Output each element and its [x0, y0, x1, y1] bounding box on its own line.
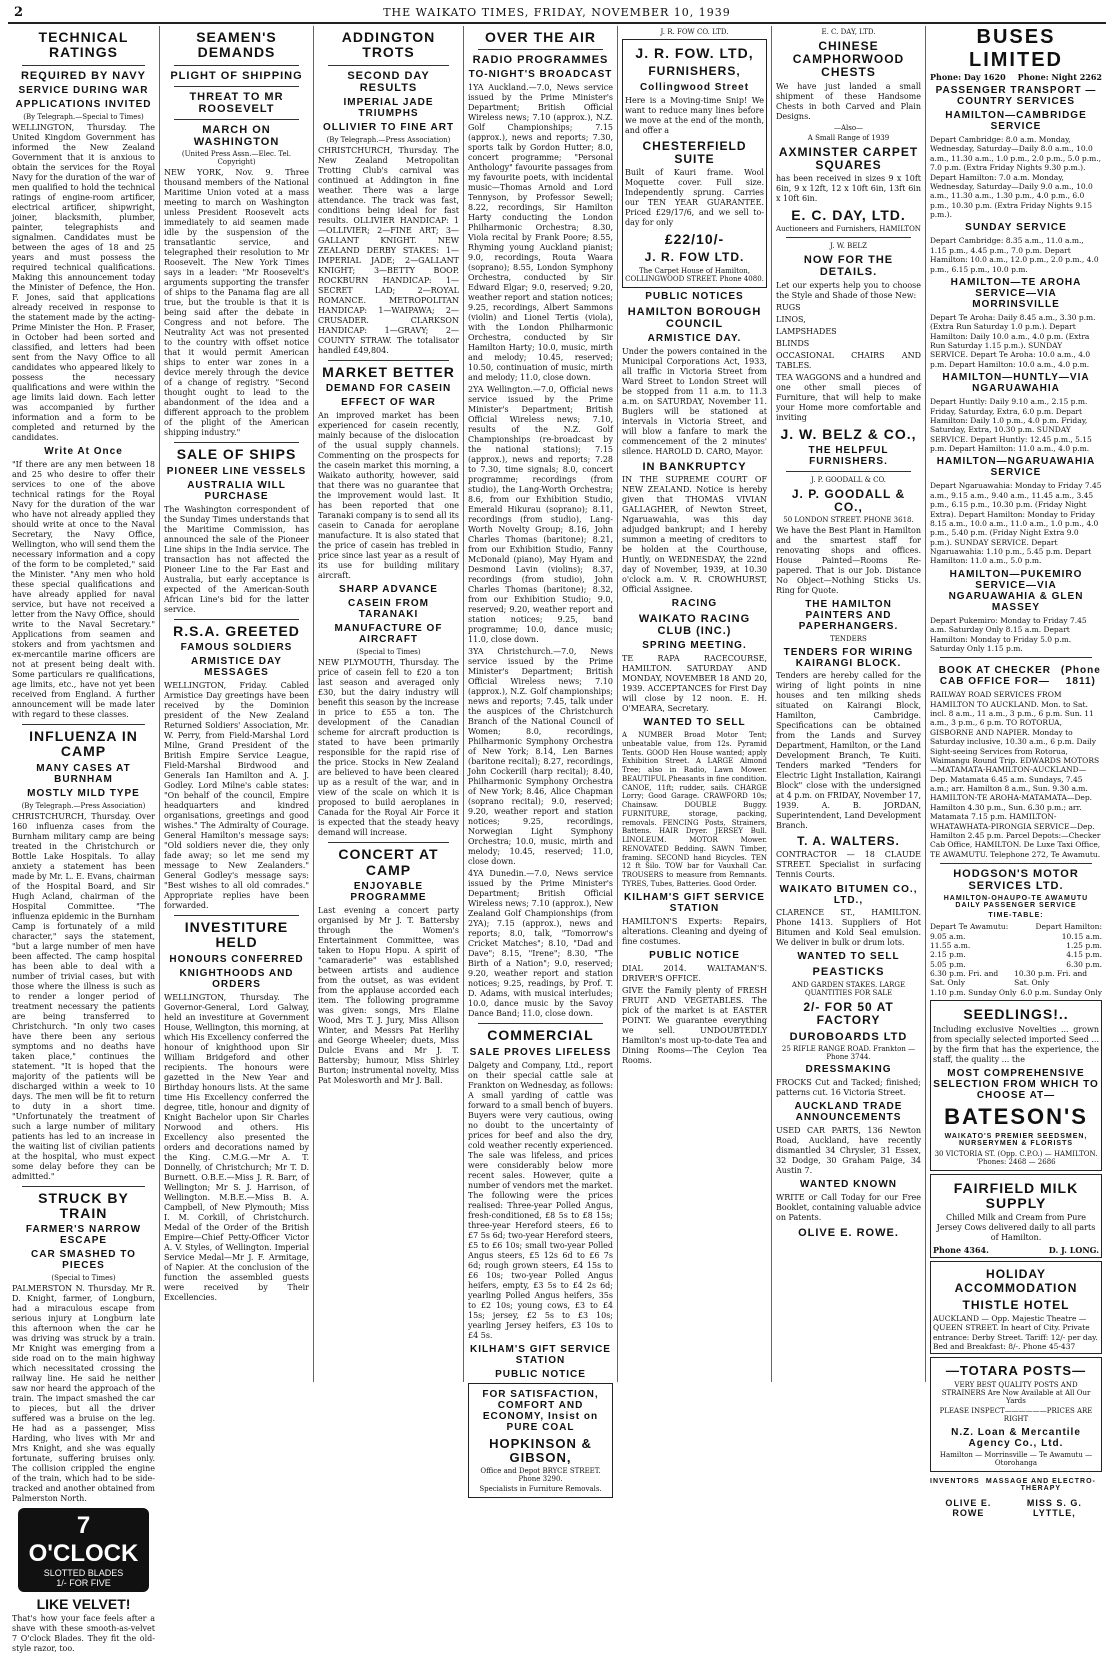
route-title: SUNDAY SERVICE: [965, 222, 1067, 234]
route-title: HAMILTON—TE AROHA SERVICE—VIA MORRINSVILLE: [950, 276, 1082, 310]
classifieds: USED CAR PARTS, 136 Newton Road, Auckland, have recently dismantled 34 Chrysler, 31 Essex, 32 Dodge, 30 Graham Paige, 34 Austin 7.: [776, 1126, 921, 1176]
article-body: NEW PLYMOUTH, Thursday. The price of casein fell to £20 a ton last season and averaged only £30, but the dairy industry will benefit this season by the increase in price to £55 a ton. The development of the Canadian scheme for aircraft production is stated to have been primarily responsible for the rapid rise of the price. Stocks in New Zealand are believed to have been cleared up as a result of the war, and in view of the scale on which it is proposed to build aeroplanes in Canada for the Royal Air Force it is expected that the steady heavy demand will increase.: [318, 658, 459, 838]
subhead: PLIGHT OF SHIPPING: [170, 69, 303, 82]
section-label: MASSAGE AND ELECTRO-THERAPY: [985, 1477, 1096, 1492]
ad-name: J. R. FOW LTD.: [644, 250, 745, 265]
subhead: AUSTRALIA WILL PURCHASE: [187, 479, 286, 502]
subhead: KNIGHTHOODS AND ORDERS: [179, 967, 294, 990]
ad-tag: THE HAMILTON PAINTERS AND PAPERHANGERS.: [798, 599, 899, 633]
section-label: WANTED TO SELL: [797, 951, 900, 963]
ad-name: T. A. WALTERS.: [797, 834, 900, 849]
timetable-row: [930, 932, 1102, 941]
section-label: DRESSMAKING: [805, 1064, 892, 1076]
route-times: RAILWAY ROAD SERVICES FROM HAMILTON TO AUCKLAND. Mon. to Sat. incl. 8 a.m., 11 a.m., 3 p.m., 6 p.m. Sun. 11 a.m., 3 p.m., 6 p.m. TO ROTORUA, GISBORNE AND NAPIER. Monday to Saturday inclusive, 10.30 a.m., 6 p.m. Daily Sight-seeing Services from Rotorua, Waimangu Round Trip. EDWARDS MOTORS—MATAMATA-HAMILTON-AUCKLAND—Dep. Matamata 6.45 a.m. Sundays, 7.45 a.m.; arr. Hamilton 8 a.m., Sun. 9.30 a.m. HAMILTON-TE AROHA-MATAMATA—Dep. Hamilton 4.30 p.m., Sun. 6.30 p.m.; arr. Matamata 7.15 p.m. HAMILTON-WHATAWHATA-PIRONGIA SERVICE—Dep. Hamilton 2.45 p.m. Parcel Depots:—Checker Cab Office, HAMILTON. De Luxe Taxi Office, TE AWAMUTU. Telephone 272, Te Awamutu.: [930, 690, 1101, 859]
batesons-ad: [930, 1000, 1102, 1170]
subhead: FARMER'S NARROW ESCAPE: [25, 1224, 142, 1247]
section-label: PASSENGER TRANSPORT — COUNTRY SERVICES: [935, 85, 1097, 107]
subhead: MOSTLY MILD TYPE: [27, 787, 140, 799]
thistle-ad: [930, 1261, 1102, 1354]
credit-line: (United Press Assn.—Elec. Tel. Copyright): [181, 150, 292, 167]
phone: Phone 4364.: [933, 1245, 989, 1256]
ad-copy: That's how your face feels after a shave with these smooth-as-velvet 7 O'clock Blades. They fit the old-style razor, too.: [12, 1614, 155, 1654]
credit-line: (By Telegraph.—Press Association): [326, 135, 451, 144]
section-label: PUBLIC NOTICES: [645, 290, 744, 302]
notice-title: IN BANKRUPTCY: [642, 460, 747, 473]
section-label: PUBLIC NOTICE: [649, 949, 740, 961]
radio-listing: 2YA Wellington.—7.0, Official news service issued by the Prime Minister's Department; British Official Wireless news; 7.10, results of the N.Z. Golf Championships (re-broadcast by the national stations); 7.15 (approx.), news and reports; 7.28 to 7.30, time signals; 8.0, concert programme; recordings (from studio), the Lang-Worth Orchestra; 8.6, from our Exhibition Studio, Emerald Hikurau (soprano); 8.11, recordings (from studio), Lang-Worth Novelty Group; 8.16, John Charles Thomas (baritone); 8.21, from our Exhibition Studio, Fanny McDonald (piano), May Hyam and Desmond Lavin (violins); 8.37, recordings (from studio), John Charles Thomas (baritone); 8.32, from our Exhibition Studio; 9.0, reserved; 9.20, weather report and station notices; 9.25, band programme; 10.0, dance music; 11.0, close down.: [468, 385, 613, 645]
ad-list-item: LINOS,: [776, 314, 806, 324]
bottom-names: [930, 1495, 1102, 1521]
credit-line: (Special to Times): [51, 1274, 116, 1283]
subhead: SERVICE DURING WAR: [18, 84, 149, 96]
subhead: FAMOUS SOLDIERS: [180, 642, 293, 654]
timetable-header: [930, 922, 1102, 931]
ad-name: MISS S. G. LYTTLE,: [1026, 1497, 1082, 1518]
route-title: HAMILTON—NGARUAWAHIA SERVICE: [936, 456, 1096, 479]
article-body: Last evening a concert party organised by Mr J. T. Battersby through the Women's Entertainment Committee, was taken to Hopu Hopu. A spirit of "camaraderie" was established between artists and audience from the outset, as was evident from the applause accorded each item. The following programme was given: songs, Mrs Elaine Wood, Mrs T. J. Jury, Miss Allison Winter, and Messrs Pat Herlihy and George Wheeler; duets, Miss Dulcie Evans and Mr J. T. Battersby; humour, Miss Shirley Burton; instrumental novelty, Miss Pat Molesworth and Mr J. Ball.: [318, 906, 459, 1086]
ad-tag: THE HELPFUL FURNISHERS.: [808, 444, 889, 467]
timetable-row: [930, 950, 1102, 959]
subhead: THREAT TO MR ROOSEVELT: [189, 90, 284, 115]
section-label: INVENTORS: [930, 1477, 980, 1485]
classifieds: WRITE or Call Today for our Free Booklet, containing valuable advice on Patents.: [776, 1193, 921, 1223]
ad-copy: Built of Kauri frame. Wool Moquette cover. Full size. Independently sprung. Carries our TEN YEAR GUARANTEE. Priced £29/17/6, and we sell to-day for only: [625, 167, 764, 227]
ad-address: 25 RIFLE RANGE ROAD. Frankton — Phone 3744.: [781, 1045, 916, 1062]
headline-sale-of-ships: SALE OF SHIPS: [176, 446, 297, 463]
notice-title: TENDERS FOR WIRING KAIRANGI BLOCK.: [783, 647, 914, 670]
ad-price: 1/- FOR FIVE: [56, 1578, 111, 1589]
subhead: Write At Once: [44, 445, 123, 457]
ad-copy: Here is a Moving-time Snip! We want to reduce many lines before we move at the end of the month, and offer a: [625, 95, 764, 135]
ad-tag: Auctioneers and Furnishers, HAMILTON: [776, 225, 921, 234]
column-1: [8, 26, 160, 1654]
notice-title: WAIKATO RACING CLUB (INC.): [638, 612, 751, 637]
ad-name: WAIKATO BITUMEN CO., LTD.,: [779, 884, 918, 907]
subhead: REQUIRED BY NAVY: [20, 69, 146, 82]
ad-address: 50 LONDON STREET. PHONE 3618.: [783, 516, 914, 525]
ad-name: J. R. FOW. LTD,: [635, 45, 754, 61]
ad-name: HOPKINSON & GIBSON,: [489, 1435, 592, 1466]
ad-name: E. C. DAY, LTD.: [791, 206, 906, 223]
article-body: PALMERSTON N. Thursday. Mr R. D. Knight, farmer, of Longburn, had a miraculous escape from serious injury at Longburn late this afternoon when the car he was driving was struck by a train. Mr Knight was emerging from a side road on to the main highway which necessitated crossing the railway line. He said he neither saw nor heard the approach of the train. The impact smashed the car to pieces, but all the driver suffered was a bruise on the leg. He had as a passenger, Miss Harding, who lives with Mr and Mrs Knight, and she was equally fortunate, suffering bruises only. The collision crippled the engine of the train, which had to be side-tracked and another obtained from Palmerston North.: [12, 1284, 155, 1504]
signature: D. J. LONG.: [1048, 1245, 1099, 1256]
ad-price: 2/- FOR 50 AT FACTORY: [803, 999, 894, 1027]
credit-line: (By Telegraph.—Special to Times): [23, 112, 144, 121]
headline-concert-at-camp: CONCERT AT CAMP: [338, 846, 439, 878]
column-6: [772, 26, 926, 1382]
headline-over-the-air: OVER THE AIR: [484, 29, 597, 45]
subhead: APPLICATIONS INVITED: [15, 98, 152, 110]
route-times: Depart Ngaruawahia: Monday to Friday 7.45 a.m., 9.15 a.m., 9.40 a.m., 11.45 a.m., 3.45 p.m., 6.15 p.m., 10.30 p.m. (Friday Night Extra). Depart Hamilton: Monday to Friday 8.15 a.m., 10.0 a.m., 11.0 a.m., 1.0 p.m., 4.0 p.m., 5.40 p.m. (Friday Night Extra 9.0 p.m.). SUNDAY SERVICE. Depart Ngaruawahia: 1.10 p.m., 5.45 p.m. Depart Hamilton: 11.0 a.m., 5.0 p.m.: [930, 481, 1102, 566]
section-label: AUCKLAND TRADE ANNOUNCEMENTS: [794, 1101, 903, 1124]
ad-heading: —TOTARA POSTS—: [945, 1363, 1087, 1379]
subhead: OLLIVIER TO FINE ART: [322, 121, 455, 133]
timetable-cell: 1.10 p.m. Sunday Only: [930, 987, 1017, 997]
phone-row: [930, 72, 1102, 82]
ad-footer: [933, 1245, 1099, 1255]
ad-copy: PLEASE INSPECT——————PRICES ARE RIGHT: [939, 1406, 1093, 1423]
totara-ad: [930, 1357, 1102, 1471]
timetable-cell: 4.15 p.m.: [1066, 950, 1102, 960]
subhead: ENJOYABLE PROGRAMME: [350, 881, 427, 904]
timetable-row: [930, 988, 1102, 997]
ad-name: OLIVE E. ROWE.: [798, 1227, 899, 1240]
section-label: TIME-TABLE:: [988, 912, 1044, 920]
ad-product: AXMINSTER CARPET SQUARES: [778, 144, 919, 172]
checker-cab-header: [930, 662, 1102, 690]
fow-ad: [622, 39, 767, 288]
ad-name: THISTLE HOTEL: [962, 1297, 1070, 1312]
fairfield-ad: [930, 1174, 1102, 1259]
ad-label: J. R. FOW CO. LTD.: [660, 28, 729, 36]
article-body: WELLINGTON, Friday. Cabled Armistice Day greetings have been received by the Dominion president of the New Zealand Returned Soldiers' Association, Mr. W. Perry, from Field-Marshal Lord Milne, Grand President of the British Empire Service League, Field-Marshal Birdwood and Generals Ian Hamilton and A. J. Godley. Lord Milne's cable states: "On behalf of the council, Empire headquarters and kindred organisations, greetings and good wishes." The Admiralty of Courage. General Hamilton's message says: "Old soldiers never die, they only fade away; so let me send my message to New Zealanders." General Godley's message says: "Best wishes to all old comrades." Appropriate replies have been forwarded.: [164, 681, 309, 911]
subhead: EFFECT OF WAR: [341, 397, 436, 409]
ad-copy: has been received in sizes 9 x 10ft 6in, 9 x 12ft, 12 x 10ft 6in, 13ft 6in x 10ft 6in.: [776, 173, 921, 203]
subhead: DEMAND FOR CASEIN: [325, 383, 452, 395]
ad-copy: We have just landed a small shipment of these Handsome Chests in both Carved and Plain Designs.: [776, 81, 921, 121]
ad-list-item: BLINDS: [776, 338, 810, 348]
subhead: SHARP ADVANCE: [339, 584, 438, 596]
ad-name: J. P. GOODALL & CO.,: [791, 486, 906, 515]
route-title: HAMILTON—HUNTLY—VIA NGARUAWAHIA: [942, 372, 1090, 395]
route-times: Depart Pukemiro: Monday to Friday 7.45 a.m. Saturday Only 8.15 a.m. Depart Hamilton: Monday to Friday 5.0 p.m. Saturday Only 1.15 p.m.: [930, 615, 1087, 653]
hodgsons-title: HODGSON'S MOTOR SERVICES LTD.: [953, 868, 1079, 893]
section-label: TENDERS: [830, 635, 867, 644]
article-body: The Washington correspondent of the Sunday Times understands that the Maritime Commission, has announced the sale of the Pioneer Line ships in the India service. The transaction has not affected the Pioneer Line to the Far East and Australia, but early acceptance is expected of the American-South African Line's bid for the latter service.: [164, 504, 309, 614]
notice-label: PUBLIC NOTICE: [495, 1368, 586, 1380]
headline-addington-trots: ADDINGTON TROTS: [341, 29, 436, 61]
ad-product: CHESTERFIELD SUITE: [642, 138, 747, 166]
credit-line: (Special to Times): [356, 648, 421, 657]
classifieds: DIAL 2014. WALTAMAN'S. DRIVER'S OFFICE.: [622, 963, 767, 983]
ad-copy: Let our experts help you to choose the Style and Shade of those New:: [776, 280, 921, 300]
masthead-title: THE WAIKATO TIMES, FRIDAY, NOVEMBER 10, 1939: [383, 6, 731, 19]
article-body: CHRISTCHURCH, Thursday. Over 160 influenza cases from the Burnham military camp are being treated in the Christchurch or Bottle Lake Hospitals. To allay anxiety a statement has been made by Mr. L. E. Evans, chairman of the Hospital Board, and Sir Hugh Acland, chairman of the Hospital Committee. "The influenza epidemic in the Burnham Camp is fortunately of a mild character," says the statement, "but a large number of men have been affected. The camp hospital has been able to deal with a number of trivial cases, but with those where the illness is such as to render a longer period of treatment necessary the patients are being transferred to Christchurch. "In only two cases have there been any serious symptoms and no deaths have taken place," continues the statement. "It is hoped that the majority of the patients will be discharged within a week to 10 days. The men will be fit to return to duty in a short time. "Unfortunately the treatment of such a large number of military patients has led to an increase in the waiting list of civilian patients at the hospital, who must expect some delay before they can be admitted.": [12, 811, 155, 1181]
subhead: IMPERIAL JADE TRIUMPHS: [343, 96, 434, 119]
ad-heading: SEEDLINGS!..: [963, 1006, 1069, 1023]
ad-street: Collingwood Street: [639, 81, 750, 93]
article-body: An improved market has been experienced for casein recently, mainly because of the dislocation of the usual supply channels. Commenting on the prospects for the casein market this morning, a Waikato authority, however, said that there was no guarantee that the improvement would last. It has been reported that one Taranaki company is to send all its casein to Canada for aeroplane manufacture. It is also stated that the price of casein has trebled in price since last year as a result of its use for building military aircraft.: [318, 411, 459, 581]
page-number: 2: [14, 5, 24, 20]
ad-copy: We have the Best Plant in Hamilton and the smartest staff for renovating shops and offices. House Painted—Rooms Re-papered. That is our Job. Distance No Object—Nothing Sticks Us. Ring for Quote.: [776, 526, 921, 596]
ad-label: J. W. BELZ: [830, 242, 867, 251]
subhead: RADIO PROGRAMMES: [472, 54, 609, 67]
subhead: HONOURS CONFERRED: [169, 953, 304, 965]
headline-technical-ratings: TECHNICAL RATINGS: [38, 29, 129, 61]
phone-day: Phone: Day 1620: [930, 72, 1006, 82]
headline-market-better: MARKET BETTER: [322, 363, 455, 380]
ad-heading: HOLIDAY ACCOMMODATION: [954, 1267, 1078, 1295]
subhead: ARMISTICE DAY MESSAGES: [191, 656, 282, 679]
timetable-cell: 2.15 p.m.: [930, 950, 966, 960]
notice-label: KILHAM'S GIFT SERVICE STATION: [470, 1343, 611, 1366]
ad-copy: VERY BEST QUALITY POSTS AND STRAINERS Are Now Available at All Our Yards: [941, 1380, 1091, 1405]
ad-tag: WAIKATO'S PREMIER SEEDSMEN, NURSERYMEN & FLORISTS: [944, 1132, 1088, 1147]
phone-night: Phone: Night 2262: [1017, 72, 1102, 82]
section-label: WANTED TO SELL: [643, 717, 746, 728]
buses-limited-title: BUSES LIMITED: [969, 26, 1063, 71]
subhead: MARCH ON WASHINGTON: [193, 124, 280, 149]
article-body: WELLINGTON, Thursday. The Governor-General, Lord Galway, held an investiture at Government House, Wellington, this morning, at which His Excellency conferred the honour of knighthood upon Sir William Bridgeford and other recipients. The honours were gazetted in the New Year and Birthday honours lists. At the same time His Excellency conferred the degree, title, honour and dignity of Knight Bachelor upon Sir Charles Norwood and others. His Excellency also presented the orders and decorations named by the King. C.M.G.—Mr A. T. Donnelly, of Christchurch; Mr T. D. Burnett. O.B.E.—Miss J. R. Barr, of Wellington; Mr S. J. Harrison, of Wellington. M.B.E.—Miss B. A. Campbell, of New Plymouth; Miss I. M. Corkill, of Christchurch. Medal of the Order of the British Empire—Chief Petty-Officer Victor A. V. Styles, of Wellington. Imperial Service Medal—Mr J. F. Armitage, of Napier. At the conclusion of the function the assembled guests were received by Their Excellencies.: [164, 992, 309, 1302]
timetable-cell: 5.05 p.m.: [930, 959, 966, 969]
timetable-cell: 9.05 a.m.: [930, 931, 966, 941]
subhead: SALE PROVES LIFELESS: [469, 1046, 612, 1058]
ad-label: J. P. GOODALL & CO.: [810, 475, 887, 484]
ad-heading: NOW FOR THE DETAILS.: [803, 254, 894, 279]
ad-also: —Also—: [833, 123, 864, 132]
timetable-row: [930, 960, 1102, 969]
timetable-cell: 6.30 p.m.: [1066, 959, 1102, 969]
timetable-row: [930, 969, 1102, 988]
ad-copy: A Small Range of 1939: [807, 133, 890, 142]
article-body: WELLINGTON, Thursday. The United Kingdom Government has informed the New Zealand Government that it is anxious to obtain the services for the Royal Navy for the duration of the war of men qualified to hold the technical ratings of engine-room artificer, electrical artificer, shipwright, joiner, blacksmith, plumber, painter, telegraphists and signalmen. Candidates must be between the ages of 18 and 25 years and must possess the required technical qualifications. Making this announcement today the Minister of Defence, the Hon. F. Jones, said that applications already received in response to the statement made by the acting-Prime Minister the Hon. P. Fraser, in October had been sorted and classified, and letters had been sent from the Navy Office to all candidates who appeared likely to possess the necessary qualifications and were within the age limits laid down. Each letter was accompanied by further information and a form to be completed and returned by the candidates.: [12, 122, 155, 442]
ad-copy: CLARENCE ST., HAMILTON. Phone 1413. Suppliers of Hot Bitumen and Kold Seal emulsion. We deliver in bulk or drum lots.: [776, 908, 921, 948]
ad-copy: AND GARDEN STAKES. LARGE QUANTITIES FOR SALE: [791, 980, 906, 997]
route-times: Depart Te Aroha: Daily 8.45 a.m., 3.30 p.m. (Extra Run Saturday 1.0 p.m.). Depart Hamilton: Daily 10.0 a.m., 4.0 p.m. (Extra Run Saturday 1.15 p.m.). SUNDAY SERVICE. Depart Te Aroha: 10.0 a.m., 4.0 p.m. Depart Hamilton: 10.0 a.m., 4.0 p.m.: [930, 312, 1096, 369]
headline-investiture: INVESTITURE HELD: [184, 919, 289, 951]
article-body: NEW YORK, Nov. 9. Three thousand members of the National Maritime Union voted at a mass meeting to march on Washington unless President Roosevelt acts immediately to aid seamen made idle by the suspension of the transatlantic service, and telegraphed their resolution to Mr Roosevelt. The New York Times says in a leader: "Mr Roosevelt's arguments supporting the transfer of ships to the Panama flag are all true, but the trouble is that it is being said after the debate in Congress and not before. The Neutrality Act was not presented to the country with offset notice that it would permit American ships to enter war zones in a device merely through the device of a change of registry. "Second thought ought to lead to the abandonment of the idea and a different approach to the problem of the plight of the American shipping industry.": [164, 168, 309, 438]
route-title: HAMILTON—PUKEMIRO SERVICE—VIA NGARUAWAHIA & GLEN MASSEY: [948, 568, 1084, 613]
route-times: Depart Huntly: Daily 9.10 a.m., 2.15 p.m. Friday, Saturday, Extra, 6.0 p.m. Depart Hamilton: Daily 1.0 p.m., 4.0 p.m. Friday, Saturday, Extra, 10.30 p.m. SUNDAY SERVICE. Depart Huntly: 12.45 p.m., 5.15 p.m. Depart Hamilton: 11.0 a.m., 4.0 p.m.: [930, 397, 1092, 453]
notice-body: Under the powers contained in the Municipal Corporations Act, 1933, all traffic in Victoria Street from Ward Street to London Street will be stopped from 11 a.m. to 11.3 a.m. on SATURDAY, November 11. Buglers will be stationed at intervals in Victoria Street, and will blow a fanfare to mark the commencement of the 2 minutes' silence. HAROLD D. CARO, Mayor.: [622, 346, 767, 456]
column-2: [160, 26, 314, 1382]
ad-name: DUROBOARDS LTD: [789, 1030, 908, 1043]
headline-influenza: INFLUENZA IN CAMP: [29, 727, 138, 760]
ad-name: FAIRFIELD MILK SUPPLY: [953, 1179, 1079, 1211]
ad-sub: FURNISHERS,: [648, 64, 741, 79]
timetable-cell: 10.15 a.m.: [1061, 931, 1102, 941]
timetable-cell: 6.0 p.m. Sunday Only: [1020, 987, 1102, 997]
route-times: Depart Cambridge: 8.0 a.m. Monday, Wednesday, Saturday—Daily 8.0 a.m., 10.0 a.m., 11.30 a.m., 1.0 p.m., 2.0 p.m., 5.0 p.m., 7.0 p.m. (Extra Friday Nights 9.30 p.m.). Depart Hamilton: 7.0 a.m. Monday, Wednesday, Saturday—Daily 9.0 a.m., 10.0 a.m., 11.30 a.m., 1.30 p.m., 4.0 p.m., 6.0 p.m., 10.30 p.m. (Extra Friday Nights 9.15 p.m.).: [930, 135, 1101, 219]
timetable-cell: 11.55 a.m.: [930, 940, 971, 950]
timetable-col-head: Depart Te Awamutu:: [930, 922, 1009, 932]
section-label: WANTED KNOWN: [800, 1179, 897, 1191]
headline-struck-by-train: STRUCK BY TRAIN: [38, 1189, 129, 1222]
ad-list-item: OCCASIONAL CHAIRS AND TABLES.: [776, 350, 921, 370]
article-body: "If there are any men between 18 and 25 who desire to offer their services to one of the above technical ratings for the Royal Navy for the duration of the war who have not already applied they should write at once to the Naval Secretary, the Navy Office, Wellington, who will send them the necessary information and a copy of the form to be completed," said the Minister. "Any men who hold these special qualifications and have already applied for naval service, but have not received a letter from the Navy Office, should write to the Naval Secretary." Applications from seamen and stokers and from yachtsmen and ex-mercantile marine officers are not at present being dealt with. Some particulars re qualifications, age limits, etc., have not yet been received from England. A further announcement will be made later with regard to these classes.: [12, 459, 155, 719]
section-label: HAMILTON-OHAUPO-TE AWAMUTU DAILY PASSENGER SERVICE: [943, 895, 1089, 910]
phone: (Phone 1811): [1060, 665, 1101, 688]
classifieds: GIVE the Family plenty of FRESH FRUIT AND VEGETABLES. The pick of the market is at EASTER POINT. We guarantee everything we sell. UNDOUBTEDLY Hamilton's most up-to-date Tea and Dining Rooms—The Ceylon Tea Rooms.: [622, 985, 767, 1065]
ad-list-item: LAMPSHADES: [776, 326, 837, 336]
ad-slogan: LIKE VELVET!: [36, 1596, 131, 1613]
ad-address: Hamilton — Morrinsville — Te Awamutu — Otorohanga: [939, 1450, 1093, 1467]
masthead: [8, 4, 1106, 24]
ad-copy: AUCKLAND — Opp. Majestic Theatre — QUEEN STREET. In heart of City. Private entrance: Derby Street. Tariff: 12/- per day. Bed and Breakfast: 8/-. Phone 45-437: [933, 1313, 1098, 1352]
subhead: CASEIN FROM TARANAKI: [348, 598, 429, 621]
ad-name: N.Z. Loan & Mercantile Agency Co., Ltd.: [951, 1426, 1081, 1449]
ad-name: J. W. BELZ & CO.,: [780, 425, 917, 442]
ad-list-item: RUGS: [776, 302, 801, 312]
section-label: BOOK AT CHECKER CAB OFFICE FOR—: [938, 665, 1051, 688]
route-times: Depart Cambridge: 8.35 a.m., 11.0 a.m., 1.15 p.m., 4.45 p.m., 7.0 p.m. Depart Hamilton: 10.0 a.m., 12.0 p.m., 2.0 p.m., 4.0 p.m., 6.15 p.m., 10.0 p.m.: [930, 236, 1099, 274]
timetable-cell: 6.30 p.m. Fri. and Sat. Only: [930, 969, 999, 988]
ad-tag: Specialists in Furniture Removals.: [479, 1485, 602, 1494]
coal-ad: [468, 1383, 613, 1499]
ad-address: The Carpet House of Hamilton, COLLINGWOOD STREET. Phone 4080.: [625, 266, 764, 283]
subhead: CAR SMASHED TO PIECES: [31, 1249, 136, 1272]
notice-body: Tenders are hereby called for the wiring of light points in nine houses and ten milking sheds situated on Kairangi Block, Hamilton, Cambridge. Specifications can be obtained from the Lands and Survey Department, Hamilton, or the Land Development Branch, Te Kuiti. Tenders marked "Tenders for Electric Light Installation, Kairangi Block" close with the undersigned at 4 p.m. on FRIDAY, November 17, 1939. A. B. JORDAN, Superintendent, Land Development Branch.: [776, 671, 921, 831]
notice-sub: SPRING MEETING.: [642, 640, 747, 651]
radio-listing: 3YA Christchurch.—7.0, News service issued by the Prime Minister's Department; British Official Wireless news; 7.10 (approx.), N.Z. Golf championships; news and reports; 7.45, talk under the auspices of the Christchurch Branch of the National Council of Women; 8.0, recordings, Philharmonic Symphony Orchestra of New York; 8.14, Len Barnes (baritone recital); 8.27, recordings, John Cockerill (harp recital); 8.40, Philharmonic Symphony Orchestra of New York; 8.46, Alice Chapman (soprano recital); 9.0, reserved; 9.20, weather report and station notices; 9.25, recordings, Norwegian Light Symphony Orchestra; 10.0, music, mirth and melody; 10.45, reserved; 11.0, close down.: [468, 647, 613, 867]
ad-tag: MOST COMPREHENSIVE SELECTION FROM WHICH TO CHOOSE AT—: [933, 1067, 1099, 1101]
timetable-cell: 1.25 p.m.: [1066, 940, 1102, 950]
timetable-row: [930, 941, 1102, 950]
ad-copy: Including exclusive Novelties ... grown from specially selected imported Seed ... by the firm that has the experience, the staff, the quality ... the: [933, 1024, 1099, 1064]
ad-product: PEASTICKS: [812, 966, 885, 979]
ad-address: Office and Depot BRYCE STREET. Phone 3290.: [480, 1467, 601, 1484]
classifieds: HAMILTON'S Experts: Repairs, alterations. Cleaning and dyeing of fine costumes.: [622, 916, 767, 946]
route-title: HAMILTON—CAMBRIDGE SERVICE: [945, 110, 1087, 132]
article-body: CHRISTCHURCH, Thursday. The New Zealand Metropolitan Trotting Club's carnival was continued at Addington in fine weather. There was a large attendance. The track was fast, conditions being ideal for fast results. OLLIVIER HANDICAP: 1—OLLIVIER; 2—FINE ART; 3—GALLANT KNIGHT. NEW ZEALAND DERBY STAKES: 1—IMPERIAL JADE; 2—GALLANT KNIGHT; 3—BETTY BOOP. ROCKBURN HANDICAP: 1—SECRET LAD; 2—ROYAL ROMANCE. METROPOLITAN HANDICAP: 1—WAIPAWA; 2—CRUSADER. CLARKSON HANDICAP: 1—GRAVY; 2—COUNTY STRAW. The totalisator handled £49,804.: [318, 145, 459, 355]
radio-listing: 4YA Dunedin.—7.0, News service issued by the Prime Minister's Department; British Official Wireless news; 7.10 (approx.), New Zealand Golf Championships (from 2YA); 7.15 (approx.), news and reports; 8.0, talk, "Tomorrow's Cricket Matches"; 8.10, "Dad and Dave"; 8.15, "Irene"; 8.30, "The Birth of a Nation"; 9.0, reserved; 9.20, weather report and station notices; 9.25, readings, by Prof. T. D. Adams, with musical interludes; 10.0, dance music by the Savoy Dance Band; 11.0, close down.: [468, 869, 613, 1019]
timetable-col-head: Depart Hamilton:: [1035, 922, 1102, 932]
timetable: [930, 932, 1102, 998]
ad-name: BATESON'S: [944, 1103, 1088, 1129]
notice-sub: ARMISTICE DAY.: [647, 332, 742, 344]
ad-copy: TEA WAGGONS and a hundred and one other small pieces of Furniture, that will help to make your Home more comfortable and inviting: [776, 372, 921, 422]
subhead: TO-NIGHT'S BROADCAST: [468, 69, 613, 81]
ad-tag: SLOTTED BLADES: [43, 1568, 124, 1579]
column-7: [926, 26, 1106, 1518]
ad-label: E. C. DAY, LTD.: [821, 28, 876, 36]
radio-listing: 1YA Auckland.—7.0, News service issued by the Prime Minister's Department; British Official Wireless news; 7.10 (approx.), N.Z. Golf Championships; 7.15 (approx.), news and reports; 7.30, sports talk by Gordon Hutter; 8.0, concert programme; "Personal Anthology" favourite passages from my favourite poets, with incidental music—Thomas Arnold and Lord Tennyson, by Professor Sewell; 8.22, recordings, Sir Hamilton Harty conducting the London Philharmonic Orchestra; 8.30, Viola recital by Frank Poore; 8.55, Rhyming young Auckland pianist; 9.0, recordings, Routa Waara (soprano); 8.55, London Symphony Orchestra, conducted by Sir Edward Elgar; 9.0, reserved; 9.20, weather report and station notices; 9.25, recordings, Albert Sammons (violin) and Lionel Tertis (viola), with the London Philharmonic Orchestra, conducted by Sir Hamilton Harty; 10.0, music, mirth and melody; 10.45, reserved; 10.50, continuation of music, mirth and melody; 11.0, close down.: [468, 83, 614, 383]
section-label: RACING: [671, 597, 718, 609]
ad-title: FOR SATISFACTION, COMFORT AND ECONOMY, Insist on PURE COAL: [482, 1388, 599, 1433]
notice-body: TE RAPA RACECOURSE, HAMILTON. SATURDAY AND MONDAY, NOVEMBER 18 AND 20, 1939. ACCEPTANCES for First Day will close by 12 noon. E. H. O'MEARA, Secretary.: [622, 654, 767, 713]
classifieds: FROCKS Cut and Tacked; finished; patterns cut. 16 Victoria Street.: [776, 1078, 921, 1098]
subhead: MANUFACTURE OF AIRCRAFT: [334, 623, 443, 646]
ad-price: £22/10/-: [664, 230, 725, 247]
article-body: Dalgety and Company, Ltd., report on their special cattle sale at Frankton on Wednesday, as follows: A small yarding of cattle was forward to a small bench of buyers. Buyers were very cautious, owing no doubt to the uncertainty of prices for beef and also the dry, cold weather recently experienced. The sale was lifeless, and prices were considerably below more recent sales. However, quite a number of vendors met the market. The following were the prices realised: Three-year Polled Angus, fresh-conditioned, £8 5s to £8 15s; three-year Hereford steers, £6 to £7 5s 6d; two-year Hereford steers, £5 to £6 10s; small two-year Polled Angus steers, £5 12s 6d to £6 7s 6d; rough grown steers, £4 15s to £6 10s; two-year Polled Angus heifers, empty, £3 5s to £4 2s 6d; yearling Polled Angus heifers, 35s to £2 10s; young cows, £3 to £4 15s; jersey, £2 5s to £3 10s; yearling Jersey heifers, £3 10s to £4 5s.: [468, 1060, 614, 1340]
column-3: [314, 26, 464, 1382]
ad-name: OLIVE E. ROWE: [945, 1497, 992, 1518]
bottom-labels: [930, 1475, 1102, 1495]
section-label: KILHAM'S GIFT SERVICE STATION: [624, 891, 765, 914]
ad-brand: 7 O'CLOCK: [28, 1512, 139, 1568]
subhead: MANY CASES AT BURNHAM: [36, 762, 131, 785]
headline-rsa-greeted: R.S.A. GREETED: [173, 622, 300, 639]
ad-product: CHINESE CAMPHORWOOD CHESTS: [792, 39, 905, 80]
notice-body: IN THE SUPREME COURT OF NEW ZEALAND. Notice is hereby given that THOMAS VIVIAN GALLAGHER, of Newton Street, Ngaruawahia, was this day adjudged bankrupt; and I hereby summon a meeting of creditors to be holden at the Courthouse, Huntly, on WEDNESDAY, the 22nd day of November, 1939, at 10.30 o'clock a.m. V. R. CROWHURST, Official Assignee.: [622, 474, 767, 594]
classifieds: A NUMBER Broad Motor Tent; unbeatable value, from 12s. Pyramid Tents. GOOD Hen House wanted; apply Exhibition Street. A LARGE Almond Tree; also in Radio, Lawn Mower. BEAUTIFUL Pheasants in fine condition. CANOE, 11ft; rudder, sails. CHARGE Lorry; Good Garage. CRAWFORD 10s; Chainsaw. DOUBLE Buggy. FURNITURE, storage, packing, removals. FENCING Posts, Strainers, Battens. HAIR Dryer. JERSEY Bull. LINOLEUM. MOTOR Mower. RENOVATED Bedding. SAWN Timber, framing. SECOND hand Bicycles. TEN 12 ft Silo. TOW bar for Vauxhall Car. TROUSERS to measure from Remnants. TYRES, Tubes, Batteries. Good Order.: [622, 731, 767, 888]
timetable-cell: 10.30 p.m. Fri. and Sat. Only: [1014, 969, 1088, 988]
subhead: PIONEER LINE VESSELS: [166, 465, 307, 477]
subhead: SECOND DAY RESULTS: [347, 69, 430, 94]
notice-title: HAMILTON BOROUGH COUNCIL: [627, 305, 762, 330]
ad-copy: CONTRACTOR — 18 CLAUDE STREET. Specialist in surfacing Tennis Courts.: [776, 850, 921, 880]
column-5: [618, 26, 772, 1382]
headline-commercial: COMMERCIAL: [487, 1027, 594, 1044]
column-4: [464, 26, 618, 1494]
credit-line: (By Telegraph.—Press Association): [21, 801, 146, 810]
headline-seamens-demands: SEAMEN'S DEMANDS: [196, 29, 277, 61]
razor-blade-ad: [18, 1508, 149, 1592]
ad-address: 30 VICTORIA ST. (Opp. C.P.O.) — HAMILTON. 'Phones: 2468 — 2686: [934, 1149, 1098, 1166]
ad-copy: Chilled Milk and Cream from Pure Jersey Cows delivered daily to all parts of Hamilton.: [936, 1213, 1096, 1243]
